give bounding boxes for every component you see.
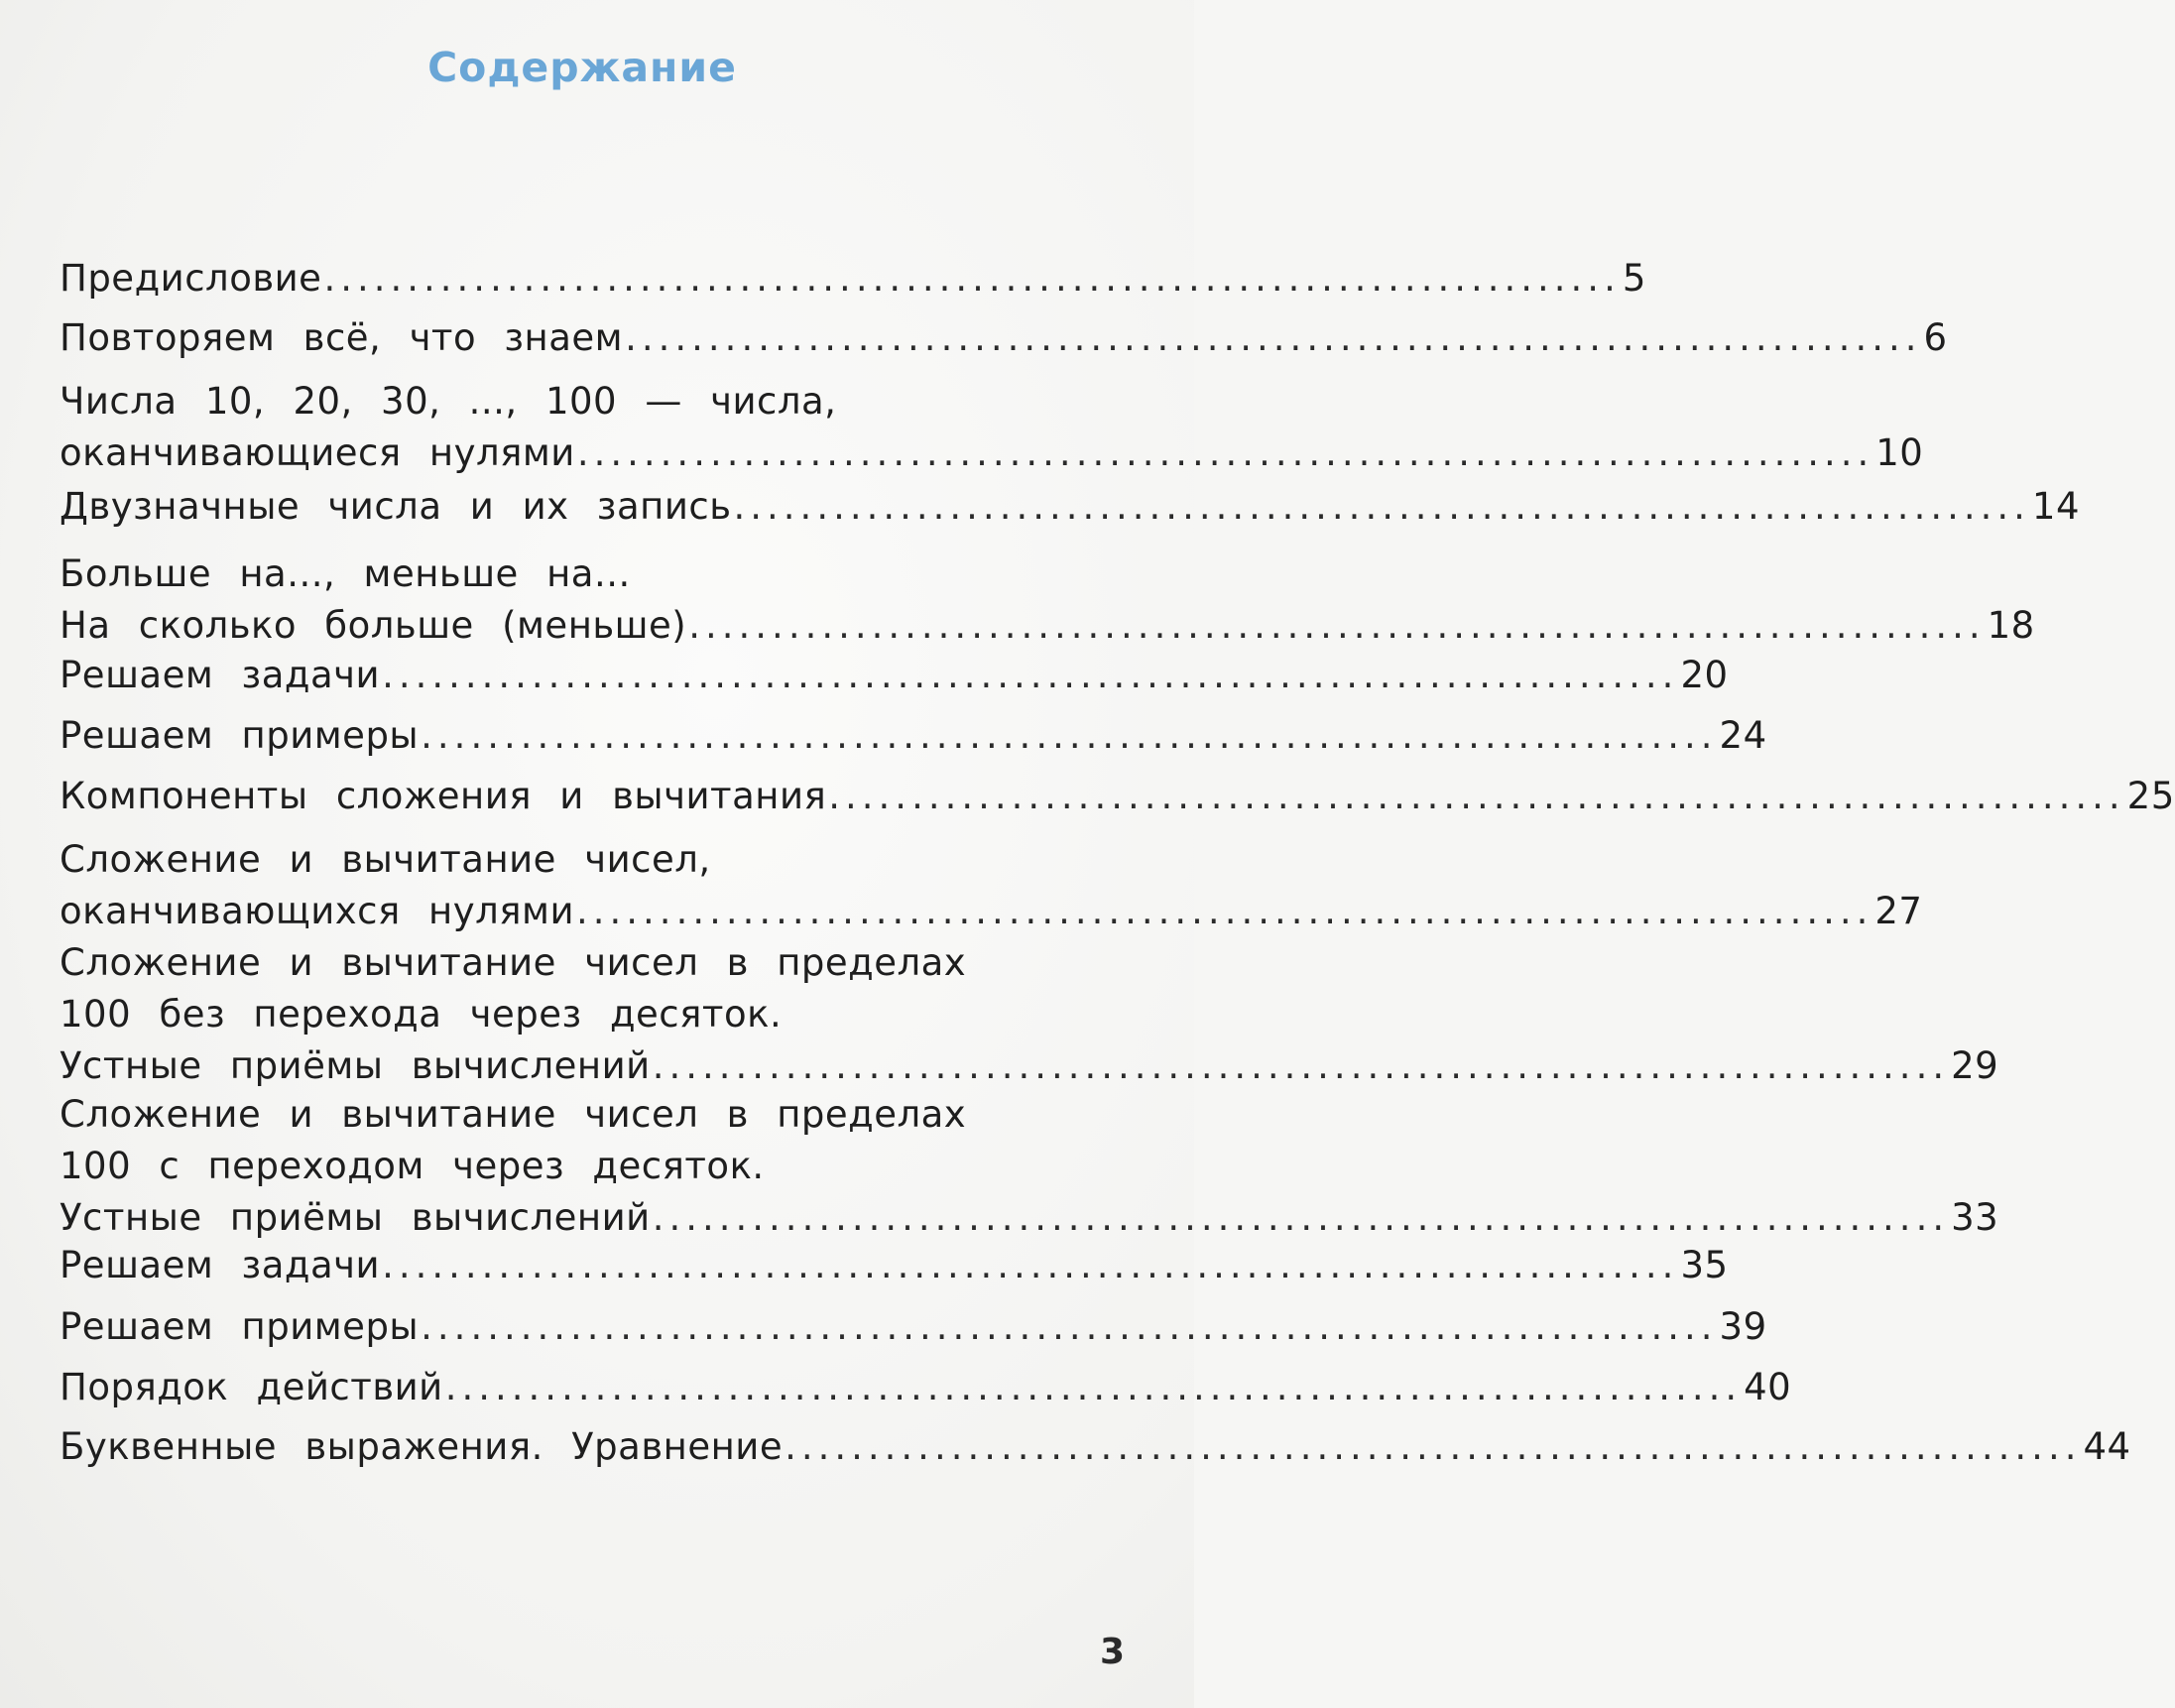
dot-leader: .............................................................................. [576, 431, 1874, 474]
dot-leader: .............................................................................. [785, 1425, 2082, 1468]
toc-entry-leader-row [60, 650, 1729, 701]
toc-entry-page-number: 24 [1719, 714, 1767, 757]
toc-entry-page-number: 33 [1951, 1196, 1999, 1239]
toc-entry-page-number: 18 [1987, 604, 2035, 647]
toc-entry[interactable] [60, 710, 1767, 762]
toc-entry-leader-row [60, 771, 2175, 822]
dot-leader: .............................................................................. [828, 775, 2125, 817]
toc-entry-page-number: 27 [1874, 890, 1923, 932]
dot-leader: .............................................................................. [733, 485, 2030, 528]
toc-entry-title: На сколько больше (меньше) [60, 604, 687, 647]
toc-entry-page-number: 29 [1951, 1044, 1999, 1087]
toc-entry-leader-row [60, 427, 1924, 479]
toc-entry[interactable] [60, 1421, 2131, 1473]
toc-entry-leader-row [60, 1362, 1792, 1413]
toc-entry-title: Решаем задачи [60, 654, 381, 696]
toc-entry-title-line: Сложение и вычитание чисел в пределах [60, 1093, 967, 1136]
toc-entry[interactable] [60, 1240, 1729, 1291]
toc-entry-leader-row [60, 312, 1948, 364]
page-number: 3 [1099, 1632, 1125, 1672]
toc-entry-title-line: Больше на..., меньше на... [60, 552, 631, 595]
dot-leader: .............................................................................. [382, 1244, 1679, 1286]
toc-entry[interactable] [60, 1362, 1792, 1413]
toc-entry[interactable] [60, 1301, 1767, 1353]
toc-entry-page-number: 25 [2126, 775, 2175, 817]
page-title: Содержание [427, 44, 737, 91]
toc-entry-title: оканчивающихся нулями [60, 890, 574, 932]
dot-leader: .............................................................................. [688, 604, 1986, 647]
toc-entry-title: Буквенные выражения. Уравнение [60, 1425, 784, 1468]
toc-entry-page-number: 6 [1923, 316, 1948, 359]
toc-entry-title: Порядок действий [60, 1366, 443, 1408]
toc-entry-title: Решаем примеры [60, 1305, 420, 1348]
toc-entry[interactable] [60, 549, 2035, 652]
dot-leader: .............................................................................. [625, 316, 1922, 359]
toc-entry-title: оканчивающиеся нулями [60, 431, 575, 474]
dot-leader: .............................................................................. [576, 890, 1873, 932]
toc-entry-page-number: 5 [1622, 257, 1646, 300]
toc-entry-title: Решаем задачи [60, 1244, 381, 1286]
dot-leader: .............................................................................. [421, 1305, 1718, 1348]
toc-entry[interactable] [60, 937, 1999, 1092]
toc-entry-title: Повторяем всё, что знаем [60, 316, 624, 359]
toc-entry[interactable] [60, 376, 1924, 479]
toc-entry-title: Двузначные числа и их запись [60, 485, 732, 528]
dot-leader: .............................................................................. [382, 654, 1679, 696]
dot-leader: .............................................................................. [652, 1196, 1950, 1239]
toc-entry-page-number: 39 [1719, 1305, 1767, 1348]
toc-entry-title: Устные приёмы вычислений [60, 1044, 651, 1087]
toc-entry-leader-row [60, 481, 2080, 533]
toc-entry-title: Устные приёмы вычислений [60, 1196, 651, 1239]
toc-entry-title: Решаем примеры [60, 714, 420, 757]
toc-entry-leader-row [60, 253, 1646, 305]
toc-entry-leader-row [60, 710, 1767, 762]
toc-entry-title-line: 100 без перехода через десяток. [60, 993, 783, 1036]
toc-entry[interactable] [60, 834, 1923, 937]
toc-entry-leader-row [60, 1192, 1999, 1244]
toc-entry-page-number: 40 [1744, 1366, 1792, 1408]
toc-entry[interactable] [60, 1089, 1999, 1244]
toc-entry-title-line: Сложение и вычитание чисел, [60, 838, 711, 881]
toc-entry-title: Компоненты сложения и вычитания [60, 775, 827, 817]
toc-entry-page-number: 20 [1680, 654, 1729, 696]
toc-entry-leader-row [60, 1421, 2131, 1473]
toc-entry[interactable] [60, 771, 2175, 822]
dot-leader: .............................................................................. [652, 1044, 1950, 1087]
toc-entry-title: Предисловие [60, 257, 322, 300]
toc-entry-leader-row [60, 1040, 1999, 1092]
toc-entry-leader-row [60, 1240, 1729, 1291]
toc-entry-page-number: 44 [2083, 1425, 2131, 1468]
toc-entry-title-line: 100 с переходом через десяток. [60, 1145, 765, 1187]
toc-entry[interactable] [60, 650, 1729, 701]
toc-entry-leader-row [60, 1301, 1767, 1353]
toc-entry-page-number: 14 [2031, 485, 2080, 528]
toc-entry-title-line: Числа 10, 20, 30, ..., 100 — числа, [60, 380, 837, 423]
dot-leader: .............................................................................. [444, 1366, 1743, 1408]
toc-entry[interactable] [60, 312, 1948, 364]
dot-leader: .............................................................................. [421, 714, 1718, 757]
toc-entry[interactable] [60, 481, 2080, 533]
toc-entry-leader-row [60, 600, 2035, 652]
toc-entry[interactable] [60, 253, 1646, 305]
dot-leader: .............................................................................. [323, 257, 1621, 300]
toc-entry-title-line: Сложение и вычитание чисел в пределах [60, 941, 967, 984]
toc-entry-page-number: 10 [1875, 431, 1924, 474]
toc-entry-leader-row [60, 886, 1923, 937]
toc-entry-page-number: 35 [1680, 1244, 1729, 1286]
